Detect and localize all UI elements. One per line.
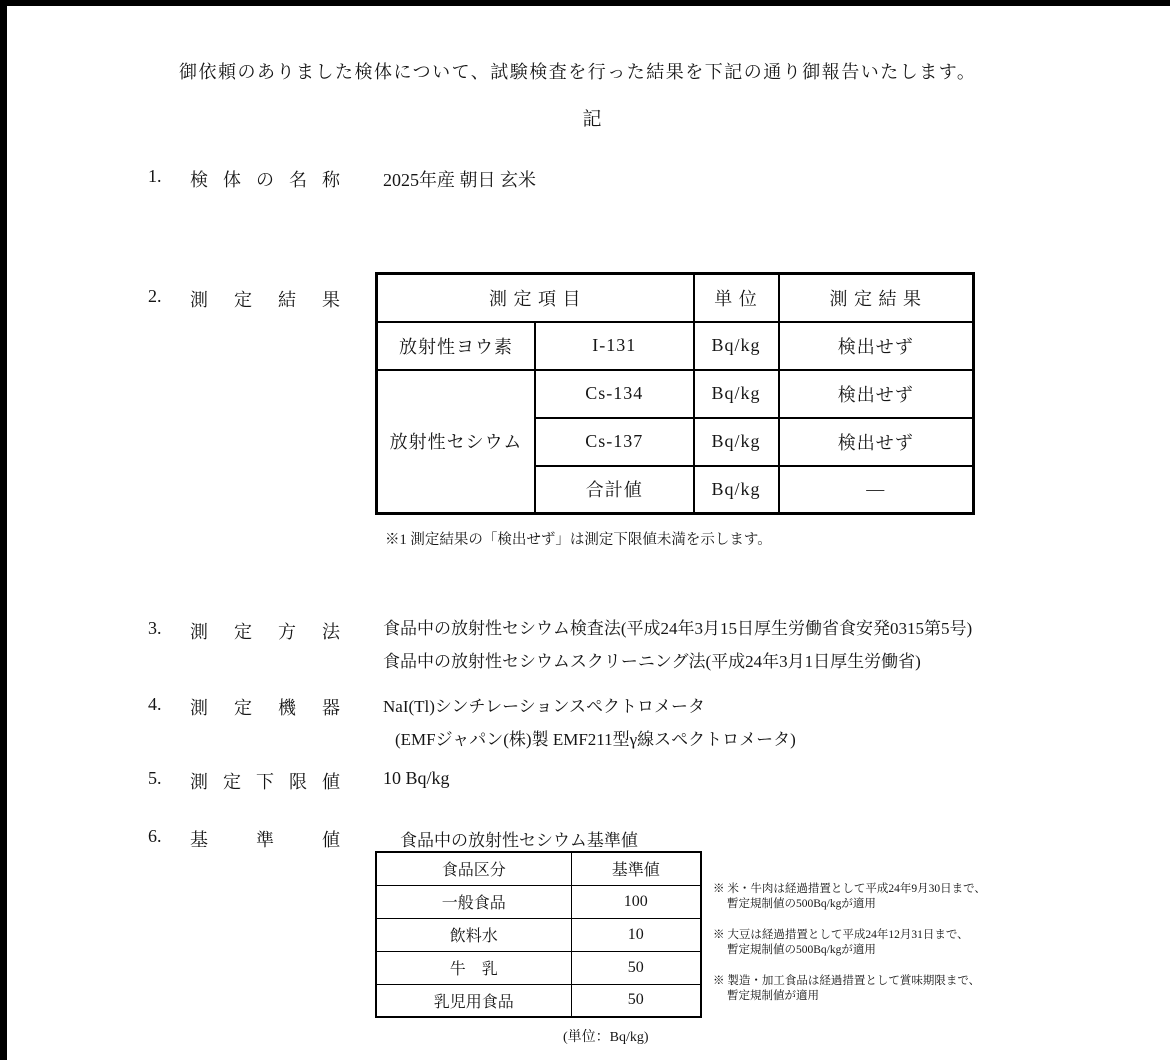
table-row — [377, 370, 974, 418]
method-line-2: 食品中の放射性セシウムスクリーニング法(平成24年3月1日厚生労働省) — [383, 652, 921, 671]
item-number: 4. — [148, 694, 162, 714]
item-number: 5. — [148, 768, 162, 788]
record-heading: 記 — [582, 109, 602, 130]
intro-text: 御依頼のありました検体について、試験検査を行った結果を下記の通り御報告いたします。 — [179, 62, 977, 82]
cell-standard-value: 10 — [571, 918, 701, 951]
equipment-value — [383, 690, 796, 756]
item-number: 2. — [148, 286, 162, 306]
cell-result: — — [779, 466, 974, 514]
item-label: 測定機器 — [190, 698, 340, 718]
measurement-result-table — [375, 272, 975, 515]
detection-limit-value: 10 Bq/kg — [383, 768, 450, 788]
food-standard-table — [375, 851, 702, 1018]
cell-group-iodine: 放射性ヨウ素 — [377, 322, 536, 370]
header-food-category: 食品区分 — [376, 852, 571, 885]
standard-table-unit-note: (単位：Bq/kg) — [563, 1030, 649, 1045]
cell-standard-value: 100 — [571, 885, 701, 918]
cell-food-category: 乳児用食品 — [376, 984, 571, 1017]
item-label: 基準値 — [190, 830, 340, 850]
cell-nuclide: I-131 — [535, 322, 694, 370]
item-number: 3. — [148, 618, 162, 638]
item-label: 測定方法 — [190, 622, 340, 642]
standard-side-note-3 — [713, 974, 980, 1004]
method-value — [383, 612, 972, 678]
cell-food-category: 牛 乳 — [376, 951, 571, 984]
standard-side-note-2 — [713, 928, 969, 958]
table-header-row — [377, 274, 974, 322]
item-measurement-method — [148, 618, 340, 644]
table-row — [376, 918, 701, 951]
cell-nuclide: Cs-134 — [535, 370, 694, 418]
item-measurement-equipment — [148, 694, 340, 720]
note-line-2: 暫定規制値の500Bq/kgが適用 — [727, 898, 876, 910]
standard-side-note-1 — [713, 882, 986, 912]
cell-food-category: 飲料水 — [376, 918, 571, 951]
note-line-1: ※ 大豆は経過措置として平成24年12月31日まで、 — [713, 929, 969, 941]
item-label: 測定結果 — [190, 290, 340, 310]
item-number: 1. — [148, 166, 162, 186]
cell-result: 検出せず — [779, 370, 974, 418]
table-header-row — [376, 852, 701, 885]
table-row — [376, 984, 701, 1017]
cell-unit: Bq/kg — [694, 370, 779, 418]
cell-food-category: 一般食品 — [376, 885, 571, 918]
equipment-line-1: NaI(Tl)シンチレーションスペクトロメータ — [383, 697, 705, 716]
cell-result: 検出せず — [779, 322, 974, 370]
standard-table-title: 食品中の放射性セシウム基準値 — [400, 831, 638, 850]
item-measurement-results — [148, 286, 340, 312]
method-line-1: 食品中の放射性セシウム検査法(平成24年3月15日厚生労働省食安発0315第5号) — [383, 619, 973, 638]
note-line-1: ※ 米・牛肉は経過措置として平成24年9月30日まで、 — [713, 883, 986, 895]
cell-result: 検出せず — [779, 418, 974, 466]
table-row — [376, 951, 701, 984]
table-row — [377, 322, 974, 370]
cell-nuclide: Cs-137 — [535, 418, 694, 466]
cell-unit: Bq/kg — [694, 322, 779, 370]
item-detection-limit — [148, 768, 340, 794]
header-result: 測 定 結 果 — [779, 274, 974, 322]
item-sample-name — [148, 166, 340, 192]
note-line-2: 暫定規制値が適用 — [727, 990, 819, 1002]
cell-unit: Bq/kg — [694, 418, 779, 466]
header-unit: 単 位 — [694, 274, 779, 322]
item-label: 検体の名称 — [190, 170, 340, 190]
item-label: 測定下限値 — [190, 772, 340, 792]
sample-name-value: 2025年産 朝日 玄米 — [383, 170, 536, 190]
cell-standard-value: 50 — [571, 984, 701, 1017]
note-line-2: 暫定規制値の500Bq/kgが適用 — [727, 944, 876, 956]
header-standard-value: 基準値 — [571, 852, 701, 885]
header-measured-item: 測 定 項 目 — [377, 274, 694, 322]
cell-nuclide-total: 合計値 — [535, 466, 694, 514]
note-line-1: ※ 製造・加工食品は経過措置として賞味期限まで、 — [713, 975, 981, 987]
table-row — [376, 885, 701, 918]
cell-standard-value: 50 — [571, 951, 701, 984]
cell-unit: Bq/kg — [694, 466, 779, 514]
item-standard-value — [148, 826, 340, 852]
item-number: 6. — [148, 826, 162, 846]
result-table-footnote: ※1 測定結果の「検出せず」は測定下限値未満を示します。 — [385, 532, 772, 548]
equipment-line-2: (EMFジャパン(株)製 EMF211型γ線スペクトロメータ) — [395, 730, 796, 749]
cell-group-cesium: 放射性セシウム — [377, 370, 536, 514]
